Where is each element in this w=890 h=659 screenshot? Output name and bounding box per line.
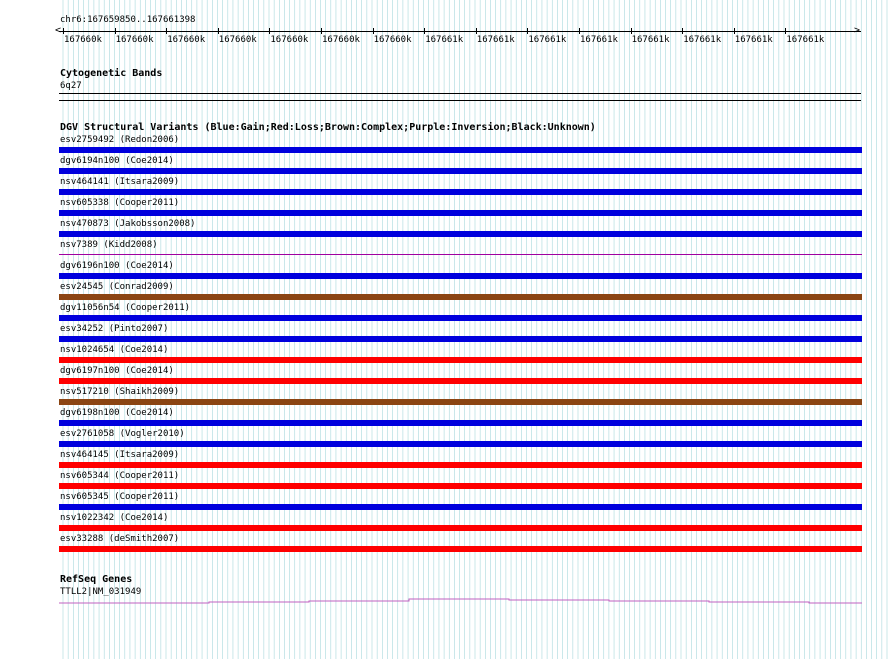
variant-label[interactable]: nsv605345 (Cooper2011) <box>60 492 180 502</box>
ruler-tick <box>269 28 270 34</box>
variant-label[interactable]: esv24545 (Conrad2009) <box>60 282 174 292</box>
ruler-tick-label: 167661k <box>580 35 618 45</box>
variant-bar-gain[interactable] <box>59 315 862 321</box>
variant-bar-loss[interactable] <box>59 525 862 531</box>
variant-label[interactable]: nsv605338 (Cooper2011) <box>60 198 180 208</box>
variant-label[interactable]: nsv7389 (Kidd2008) <box>60 240 158 250</box>
variant-label[interactable]: dgv6198n100 (Coe2014) <box>60 408 174 418</box>
ruler-tick-label: 167661k <box>786 35 825 45</box>
ruler-tick-label: 167660k <box>270 35 309 45</box>
ruler-tick <box>424 28 425 34</box>
variant-bar-gain[interactable] <box>59 168 862 174</box>
variant-label[interactable]: esv2761058 (Vogler2010) <box>60 429 185 439</box>
variant-bar-loss[interactable] <box>59 462 862 468</box>
variant-bar-gain[interactable] <box>59 441 862 447</box>
variant-bar-gain[interactable] <box>59 147 862 153</box>
cytoband-label: 6q27 <box>60 81 82 91</box>
variant-bar-gain[interactable] <box>59 273 862 279</box>
variant-label[interactable]: nsv1024654 (Coe2014) <box>60 345 169 355</box>
ruler-right-arrow-icon: > <box>854 25 861 36</box>
cytoband-line-bottom <box>59 100 861 101</box>
cytoband-line-top <box>59 93 861 94</box>
ruler-tick <box>321 28 322 34</box>
variant-bar-gain[interactable] <box>59 210 862 216</box>
ruler-left-arrow-icon: < <box>55 25 62 36</box>
ruler-tick-label: 167661k <box>425 35 464 45</box>
variant-bar-inversion[interactable] <box>59 254 862 255</box>
ruler-tick <box>63 28 64 34</box>
variant-bar-gain[interactable] <box>59 420 862 426</box>
ruler-axis <box>59 31 861 32</box>
ruler-tick-label: 167660k <box>373 35 412 45</box>
ruler-tick-label: 167660k <box>322 35 360 45</box>
ruler-tick-label: 167661k <box>631 35 670 45</box>
variant-label[interactable]: dgv6194n100 (Coe2014) <box>60 156 174 166</box>
ruler-tick <box>115 28 116 34</box>
ruler-tick <box>785 28 786 34</box>
variant-label[interactable]: dgv11056n54 (Cooper2011) <box>60 303 191 313</box>
variant-bar-loss[interactable] <box>59 546 862 552</box>
refseq-track-title: RefSeq Genes <box>60 574 133 585</box>
variant-label[interactable]: nsv1022342 (Coe2014) <box>60 513 169 523</box>
variant-label[interactable]: nsv605344 (Cooper2011) <box>60 471 180 481</box>
ruler-tick <box>682 28 683 34</box>
variant-label[interactable]: dgv6197n100 (Coe2014) <box>60 366 174 376</box>
variant-label[interactable]: dgv6196n100 (Coe2014) <box>60 261 174 271</box>
refseq-gene-feature[interactable] <box>59 596 862 606</box>
ruler-tick <box>527 28 528 34</box>
ruler-tick <box>631 28 632 34</box>
ruler-tick-label: 167660k <box>115 35 154 45</box>
ruler-tick-label: 167660k <box>218 35 257 45</box>
variant-label[interactable]: nsv517210 (Shaikh2009) <box>60 387 180 397</box>
variant-label[interactable]: nsv464141 (Itsara2009) <box>60 177 180 187</box>
ruler-tick-label: 167661k <box>528 35 567 45</box>
ruler-tick-label: 167661k <box>683 35 722 45</box>
variant-label[interactable]: esv34252 (Pinto2007) <box>60 324 169 334</box>
ruler-tick <box>734 28 735 34</box>
ruler-tick <box>579 28 580 34</box>
coordinate-range: chr6:167659850..167661398 <box>60 15 196 25</box>
ruler-tick <box>218 28 219 34</box>
ruler-tick <box>476 28 477 34</box>
cytoband-track-title: Cytogenetic Bands <box>60 68 163 79</box>
variant-bar-complex[interactable] <box>59 399 862 405</box>
ruler-tick-label: 167660k <box>64 35 102 45</box>
variant-bar-loss[interactable] <box>59 357 862 363</box>
variant-label[interactable]: esv33288 (deSmith2007) <box>60 534 180 544</box>
variant-label[interactable]: nsv470873 (Jakobsson2008) <box>60 219 196 229</box>
variant-bar-gain[interactable] <box>59 189 862 195</box>
variant-bar-loss[interactable] <box>59 378 862 384</box>
ruler-tick-label: 167661k <box>734 35 773 45</box>
variant-label[interactable]: nsv464145 (Itsara2009) <box>60 450 180 460</box>
refseq-gene-label[interactable]: TTLL2|NM_031949 <box>60 587 142 597</box>
dgv-track-title: DGV Structural Variants (Blue:Gain;Red:Loss;Brown:Complex;Purple:Inversion;Black:Unknown) <box>60 122 596 133</box>
variant-bar-gain[interactable] <box>59 504 862 510</box>
variant-bar-gain[interactable] <box>59 231 862 237</box>
ruler-tick-label: 167660k <box>167 35 206 45</box>
ruler-tick <box>166 28 167 34</box>
variant-bar-complex[interactable] <box>59 294 862 300</box>
variant-bar-loss[interactable] <box>59 483 862 489</box>
variant-label[interactable]: esv2759492 (Redon2006) <box>60 135 180 145</box>
ruler-tick-label: 167661k <box>476 35 515 45</box>
ruler-tick <box>373 28 374 34</box>
variant-bar-gain[interactable] <box>59 336 862 342</box>
